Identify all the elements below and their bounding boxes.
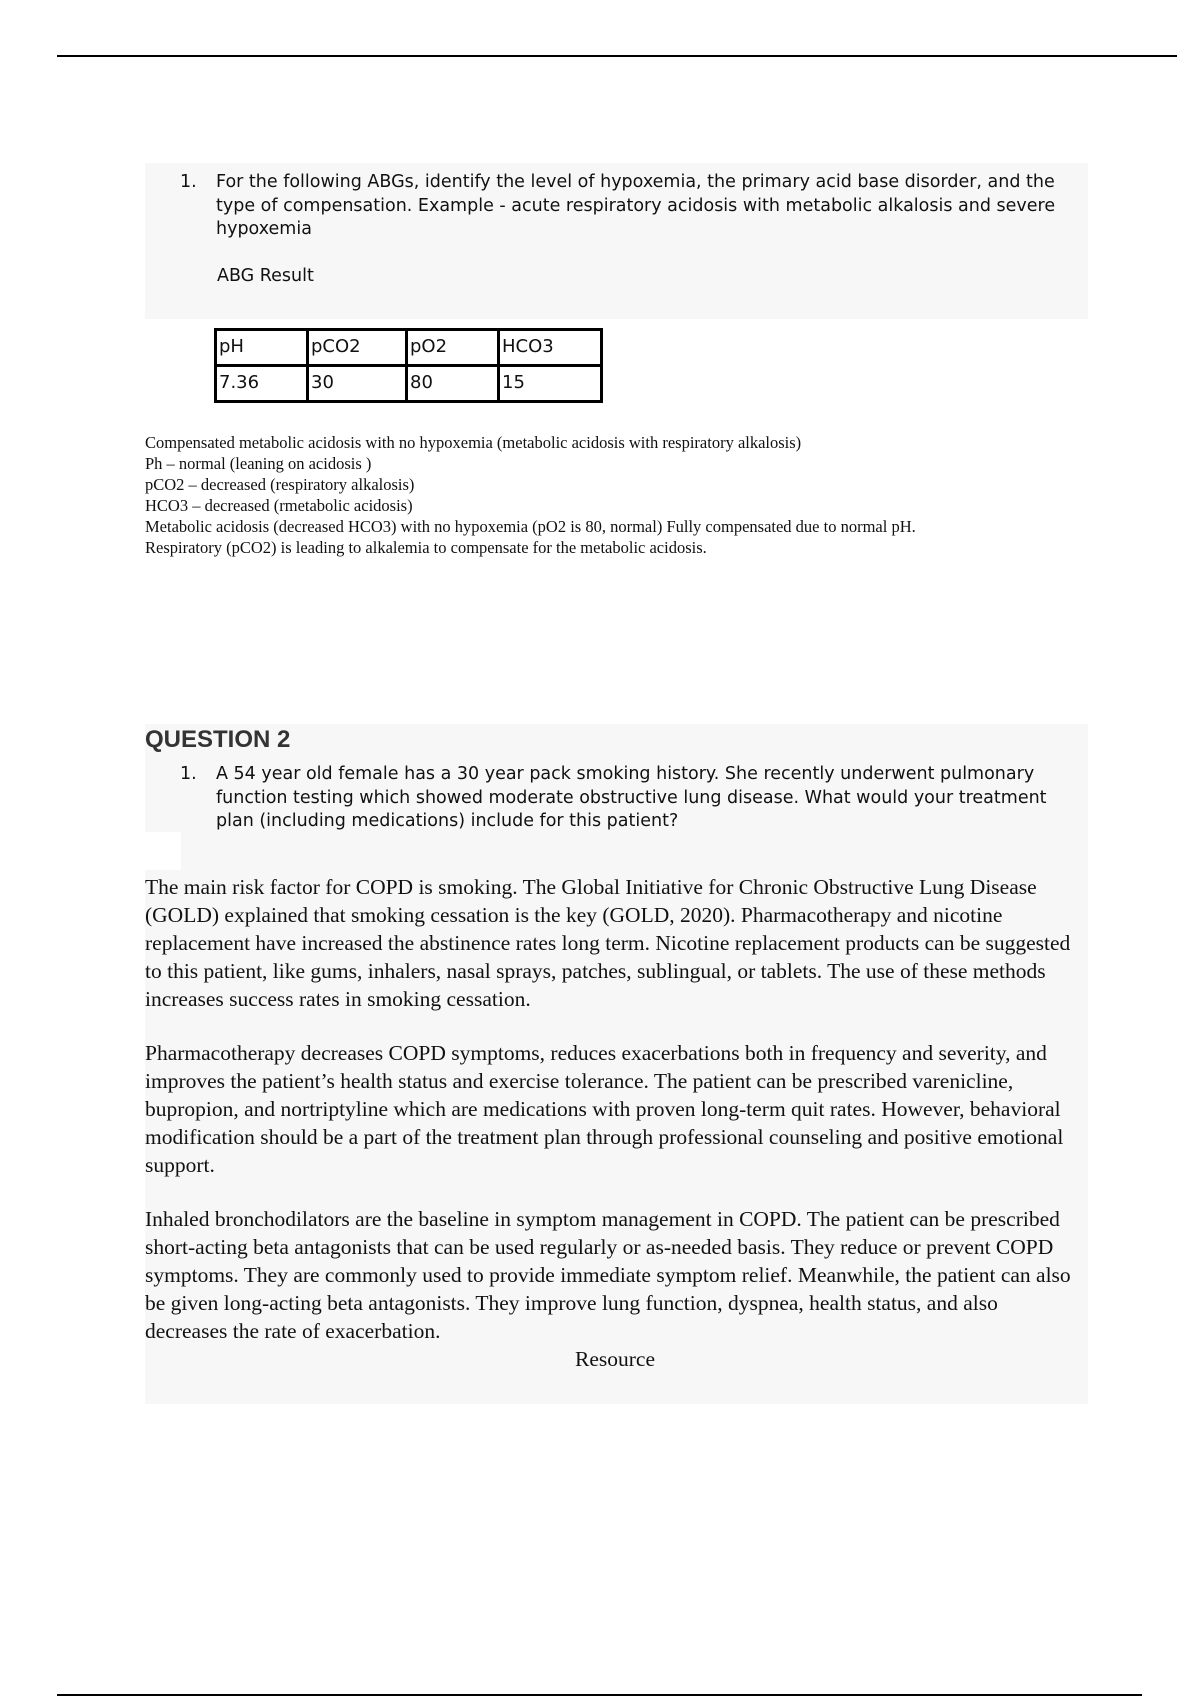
question2-item	[180, 763, 1060, 834]
abg-header-pco2: pCO2	[308, 330, 407, 366]
abg-header-po2: pO2	[407, 330, 499, 366]
abg-header-row	[216, 330, 602, 366]
answer1-line: Ph – normal (leaning on acidosis )	[145, 454, 372, 473]
resource-label: Resource	[575, 1347, 655, 1371]
answer1-line: Compensated metabolic acidosis with no hypoxemia (metabolic acidosis with respiratory alkalosis)	[145, 433, 802, 452]
question1-answer	[145, 432, 1105, 558]
answer2-paragraph: Pharmacotherapy decreases COPD symptoms, reduces exacerbations both in frequency and severity, and improves the patient’s health status and exercise tolerance. The patient can be prescribed varenicline, bupropion, and nortriptyline which are medications with proven long-term quit rates. However, behavioral modification should be a part of the treatment plan through professional counseling and positive emotional support.	[145, 1041, 1064, 1177]
question2-text: A 54 year old female has a 30 year pack smoking history. She recently underwent pulmonary function testing which showed moderate obstructive lung disease. What would your treatment plan (including medications) include for this patient?	[216, 764, 1047, 831]
answer1-line: HCO3 – decreased (rmetabolic acidosis)	[145, 496, 413, 515]
abg-value-ph: 7.36	[216, 366, 308, 402]
answer1-line: Respiratory (pCO2) is leading to alkalemia to compensate for the metabolic acidosis.	[145, 538, 707, 557]
answer2-paragraph: Inhaled bronchodilators are the baseline in symptom management in COPD. The patient can be prescribed short-acting beta antagonists that can be used regularly or as-needed basis. They reduce or prevent COPD symptoms. They are commonly used to provide immediate symptom relief. Meanwhile, the patient can also be given long-acting beta antagonists. They improve lung function, dyspnea, health status, and also decreases the rate of exacerbation.	[145, 1207, 1071, 1343]
answer1-line: Metabolic acidosis (decreased HCO3) with no hypoxemia (pO2 is 80, normal) Fully compensated due to normal pH.	[145, 517, 916, 536]
abg-value-po2: 80	[407, 366, 499, 402]
question2-background-notch	[145, 832, 181, 870]
question1-number: 1.	[180, 172, 197, 192]
question2-list	[180, 763, 1060, 834]
abg-value-row	[216, 366, 602, 402]
answer2-paragraph: The main risk factor for COPD is smoking. The Global Initiative for Chronic Obstructive Lung Disease (GOLD) explained that smoking cessation is the key (GOLD, 2020). Pharmacotherapy and nicotine replacement have increased the abstinence rates long term. Nicotine replacement products can be suggested to this patient, like gums, inhalers, nasal sprays, patches, sublingual, or tablets. The use of these methods increases success rates in smoking cessation.	[145, 875, 1071, 1011]
top-rule	[57, 55, 1177, 57]
abg-header-hco3: HCO3	[499, 330, 602, 366]
question1-item	[180, 171, 1060, 242]
abg-table	[214, 328, 603, 403]
abg-value-pco2: 30	[308, 366, 407, 402]
abg-result-label: ABG Result	[217, 266, 314, 286]
abg-value-hco3: 15	[499, 366, 602, 402]
answer1-line: pCO2 – decreased (respiratory alkalosis)	[145, 475, 415, 494]
question2-number: 1.	[180, 764, 197, 784]
bottom-rule	[57, 1694, 1142, 1696]
question1-text: For the following ABGs, identify the level of hypoxemia, the primary acid base disorder, and the type of compensation. Example - acute respiratory acidosis with metabolic alkalosis and severe hypoxemia	[216, 172, 1056, 239]
question1-list	[180, 171, 1060, 242]
abg-header-ph: pH	[216, 330, 308, 366]
question2-heading: QUESTION 2	[145, 726, 291, 753]
question2-answer	[145, 873, 1085, 1373]
